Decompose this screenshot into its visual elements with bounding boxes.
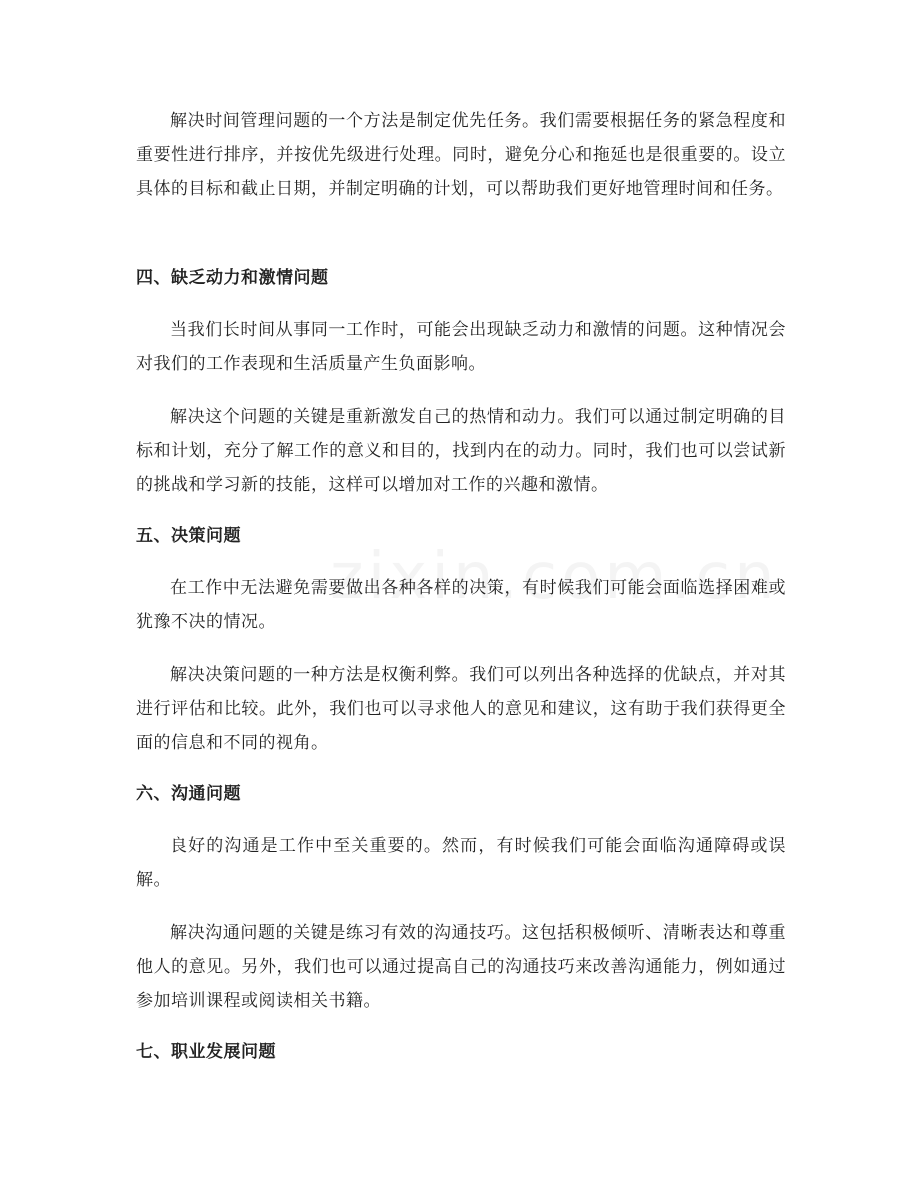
paragraph-motivation-problem [136,313,786,381]
paragraph-text: 当我们长时间从事同一工作时，可能会出现缺乏动力和激情的问题。这种情况会对我们的工作表现和生活质量产生负面影响。 [136,320,786,374]
paragraph-text: 解决时间管理问题的一个方法是制定优先任务。我们需要根据任务的紧急程度和重要性进行排序，并按优先级进行处理。同时，避免分心和拖延也是很重要的。设立具体的目标和截止日期，并制定明确的计划，可以帮助我们更好地管理时间和任务。 [136,111,786,199]
section-heading-career [136,1035,786,1069]
heading-text: 六、沟通问题 [136,784,241,804]
section-heading-communication [136,777,786,811]
section-heading-decision [136,519,786,553]
paragraph-text: 在工作中无法避免需要做出各种各样的决策，有时候我们可能会面临选择困难或犹豫不决的情况。 [136,578,786,632]
heading-text: 五、决策问题 [136,526,241,546]
paragraph-motivation-solution [136,400,786,502]
paragraph-text: 解决决策问题的一种方法是权衡利弊。我们可以列出各种选择的优缺点，并对其进行评估和比较。此外，我们也可以寻求他人的意见和建议，这有助于我们获得更全面的信息和不同的视角。 [136,665,786,753]
paragraph-communication-problem [136,829,786,897]
paragraph-communication-solution [136,916,786,1018]
heading-text: 七、职业发展问题 [136,1042,276,1062]
paragraph-text: 解决这个问题的关键是重新激发自己的热情和动力。我们可以通过制定明确的目标和计划，充分了解工作的意义和目的，找到内在的动力。同时，我们也可以尝试新的挑战和学习新的技能，这样可以增加对工作的兴趣和激情。 [136,407,786,495]
paragraph-decision-solution [136,658,786,760]
paragraph-decision-problem [136,571,786,639]
section-heading-motivation [136,261,786,295]
heading-text: 四、缺乏动力和激情问题 [136,268,329,288]
paragraph-time-management-solution [136,104,786,206]
paragraph-text: 良好的沟通是工作中至关重要的。然而，有时候我们可能会面临沟通障碍或误解。 [136,836,786,890]
paragraph-text: 解决沟通问题的关键是练习有效的沟通技巧。这包括积极倾听、清晰表达和尊重他人的意见。另外，我们也可以通过提高自己的沟通技巧来改善沟通能力，例如通过参加培训课程或阅读相关书籍。 [136,923,786,1011]
